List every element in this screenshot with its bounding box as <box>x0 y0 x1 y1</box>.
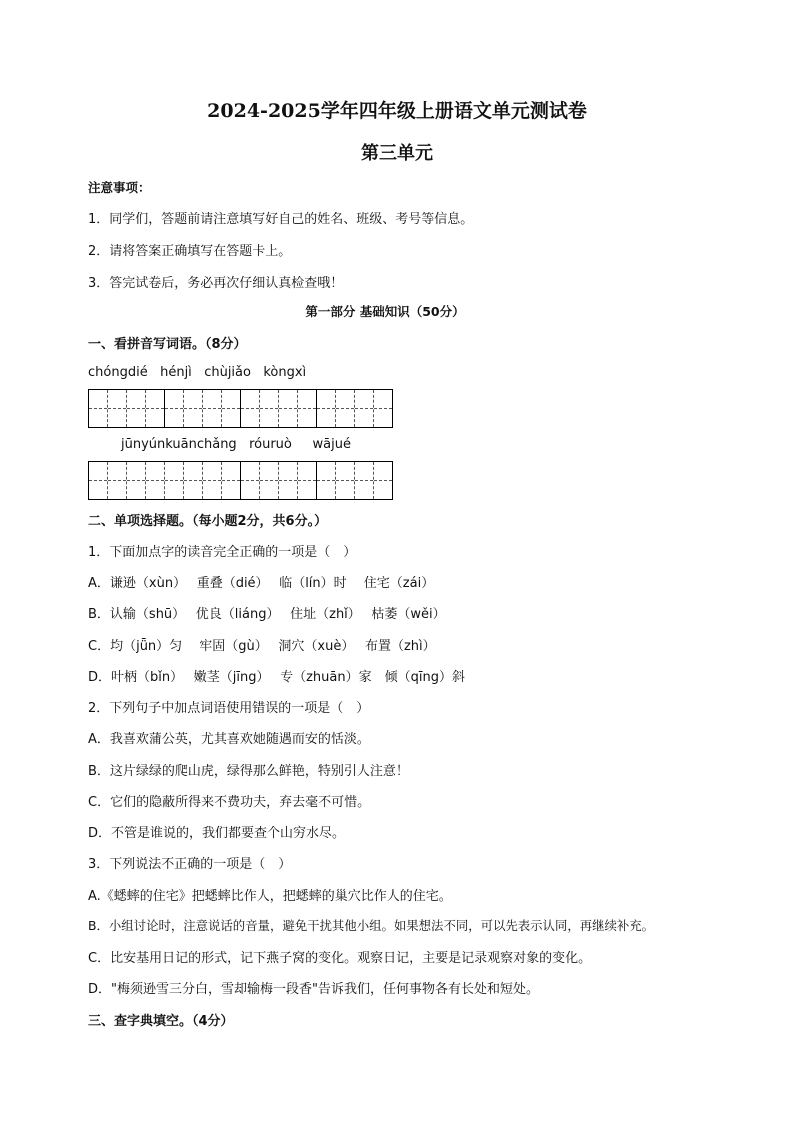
question-option: C．它们的隐蔽所得来不费功夫，弃去毫不可惜。 <box>88 795 371 810</box>
question-option: C．均（jǖn）匀 牢固（gù） 洞穴（xuè） 布置（zhì） <box>88 639 436 654</box>
question-option: A．我喜欢蒲公英，尤其喜欢她随遇而安的恬淡。 <box>88 732 370 747</box>
question-option: B．这片绿绿的爬山虎，绿得那么鲜艳，特别引人注意！ <box>88 764 409 779</box>
writing-grid-row1 <box>88 389 393 428</box>
notice-item: 3．答完试卷后，务必再次仔细认真检查哦！ <box>88 276 344 291</box>
writing-box[interactable] <box>241 461 317 500</box>
question-option: B．小组讨论时，注意说话的音量，避免干扰其他小组。如果想法不同，可以先表示认同，再继续补充。 <box>88 918 655 933</box>
question-option: D．不管是谁说的，我们都要查个山穷水尽。 <box>88 826 346 841</box>
notice-item: 2．请将答案正确填写在答题卡上。 <box>88 244 292 259</box>
pinyin-row: chóngdié hénjì chùjiǎo kòngxì <box>88 365 307 380</box>
unit-subtitle: 第三单元 <box>361 143 433 164</box>
question-option: B．认输（shū） 优良（liáng） 住址（zhǐ） 枯萎（wěi） <box>88 607 446 622</box>
pinyin-row: jūnyúnkuānchǎng róuruò wājué <box>121 437 351 452</box>
question-option: A．谦逊（xùn） 重叠（dié） 临（lín）时 住宅（zái） <box>88 576 435 591</box>
writing-box[interactable] <box>88 389 165 428</box>
question-option: D．"梅须逊雪三分白，雪却输梅一段香"告诉我们，任何事物各有长处和短处。 <box>88 982 539 997</box>
writing-box[interactable] <box>317 389 393 428</box>
part-heading: 第一部分 基础知识（50分） <box>305 304 465 319</box>
writing-box[interactable] <box>317 461 393 500</box>
question-option: D．叶柄（bǐn） 嫩茎（jīng） 专（zhuān）家 倾（qīng）斜 <box>88 670 465 685</box>
question-option: C．比安基用日记的形式，记下燕子窝的变化。观察日记，主要是记录观察对象的变化。 <box>88 951 592 966</box>
section-heading: 一、看拼音写词语。（8分） <box>88 337 247 352</box>
notice-heading: 注意事项： <box>88 180 151 195</box>
question-option: A.《蟋蟀的住宅》把蟋蟀比作人，把蟋蟀的巢穴比作人的住宅。 <box>88 889 452 904</box>
section-heading: 三、查字典填空。（4分） <box>88 1014 234 1029</box>
writing-box[interactable] <box>165 389 241 428</box>
notice-item: 1．同学们，答题前请注意填写好自己的姓名、班级、考号等信息。 <box>88 212 474 227</box>
question-stem: 3．下列说法不正确的一项是（ ） <box>88 857 292 872</box>
page-title: 2024-2025学年四年级上册语文单元测试卷 <box>207 100 587 122</box>
question-stem: 1．下面加点字的读音完全正确的一项是（ ） <box>88 545 357 560</box>
section-heading: 二、单项选择题。（每小题2分，共6分。） <box>88 514 328 529</box>
writing-box[interactable] <box>88 461 241 500</box>
writing-box[interactable] <box>241 389 317 428</box>
question-stem: 2．下列句子中加点词语使用错误的一项是（ ） <box>88 701 370 716</box>
writing-grid-row2 <box>88 461 393 500</box>
